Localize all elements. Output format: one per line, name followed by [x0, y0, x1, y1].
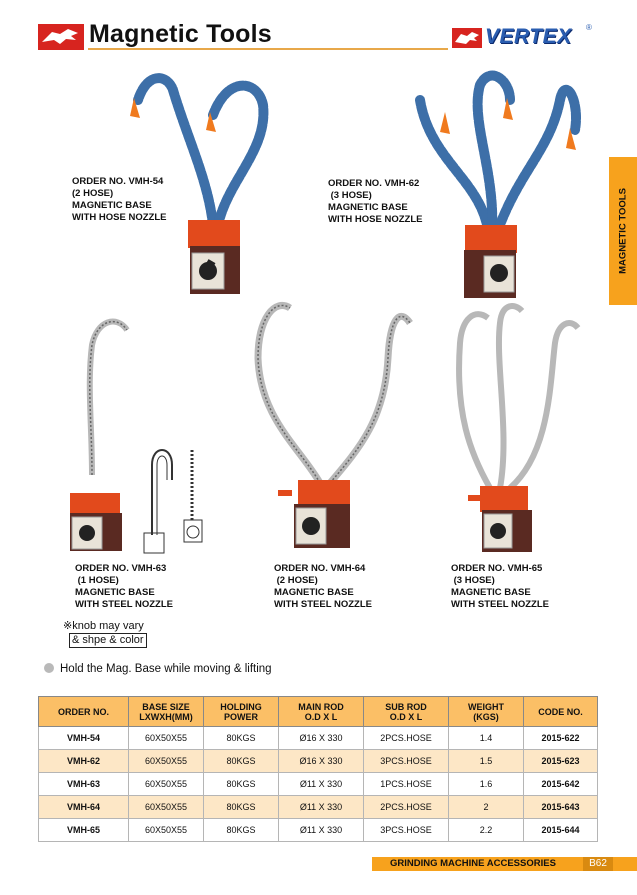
side-tab-label: MAGNETIC TOOLS — [617, 188, 629, 274]
caption-line4: WITH STEEL NOZZLE — [274, 599, 372, 610]
caption-order: ORDER NO. VMH-64 — [274, 563, 366, 574]
cell-holding-power: 80KGS — [204, 750, 279, 773]
hold-instruction-text: Hold the Mag. Base while moving & lifting — [60, 663, 272, 675]
caption-hose: (3 HOSE) — [328, 190, 372, 201]
vmh-63-image — [62, 305, 212, 565]
caption-line4: WITH STEEL NOZZLE — [451, 599, 549, 610]
cell-weight: 1.6 — [449, 773, 524, 796]
caption-line3: MAGNETIC BASE — [328, 202, 408, 213]
caption-vmh-62 — [328, 178, 422, 226]
cell-main-rod: Ø11 X 330 — [279, 773, 364, 796]
cell-base-size: 60X50X55 — [129, 727, 204, 750]
cell-weight: 2.2 — [449, 819, 524, 842]
caption-order: ORDER NO. VMH-62 — [328, 178, 420, 189]
table-row — [39, 727, 598, 750]
cell-order-no: VMH-65 — [39, 819, 129, 842]
vertex-brand-logo — [452, 23, 592, 50]
cell-sub-rod: 1PCS.HOSE — [364, 773, 449, 796]
cell-main-rod: Ø16 X 330 — [279, 727, 364, 750]
cell-base-size: 60X50X55 — [129, 773, 204, 796]
cell-base-size: 60X50X55 — [129, 819, 204, 842]
caption-vmh-63 — [75, 563, 173, 611]
caption-hose: (2 HOSE) — [72, 188, 114, 199]
caption-hose: (3 HOSE) — [451, 575, 495, 586]
cell-weight: 1.4 — [449, 727, 524, 750]
registered-mark: ® — [586, 23, 592, 32]
table-row — [39, 796, 598, 819]
cell-weight: 1.5 — [449, 750, 524, 773]
caption-vmh-64 — [274, 563, 372, 611]
cell-code-no: 2015-622 — [524, 727, 598, 750]
caption-hose: (2 HOSE) — [274, 575, 318, 586]
knob-note-line2: & shpe & color — [69, 633, 147, 648]
caption-vmh-65 — [451, 563, 549, 611]
cell-code-no: 2015-644 — [524, 819, 598, 842]
cell-holding-power: 80KGS — [204, 773, 279, 796]
caption-line3: MAGNETIC BASE — [451, 587, 531, 598]
cell-holding-power: 80KGS — [204, 796, 279, 819]
brand-name: VERTEX — [485, 25, 572, 48]
title-underline — [88, 48, 448, 50]
header-holding-power: HOLDING POWER — [204, 697, 279, 727]
table-header-row — [39, 697, 598, 727]
caption-vmh-54 — [72, 176, 166, 224]
cell-code-no: 2015-642 — [524, 773, 598, 796]
cell-sub-rod: 2PCS.HOSE — [364, 727, 449, 750]
cell-base-size: 60X50X55 — [129, 796, 204, 819]
hold-instruction — [44, 663, 272, 675]
header-sub-rod: SUB ROD O.D X L — [364, 697, 449, 727]
caption-line3: MAGNETIC BASE — [274, 587, 354, 598]
bullet-icon — [44, 663, 54, 673]
header-weight: WEIGHT (KGS) — [449, 697, 524, 727]
cell-code-no: 2015-623 — [524, 750, 598, 773]
eagle-logo — [38, 24, 84, 50]
caption-order: ORDER NO. VMH-63 — [75, 563, 167, 574]
caption-line3: MAGNETIC BASE — [75, 587, 155, 598]
caption-hose: (1 HOSE) — [75, 575, 119, 586]
section-side-tab — [609, 157, 637, 305]
caption-line3: MAGNETIC BASE — [72, 200, 152, 211]
knob-note-line1: ※knob may vary — [63, 620, 144, 632]
cell-sub-rod: 3PCS.HOSE — [364, 819, 449, 842]
footer-section: GRINDING MACHINE ACCESSORIES — [390, 858, 556, 869]
caption-order: ORDER NO. VMH-54 — [72, 176, 164, 187]
brand-eagle-icon — [452, 28, 482, 48]
cell-sub-rod: 2PCS.HOSE — [364, 796, 449, 819]
header-main-rod: MAIN ROD O.D X L — [279, 697, 364, 727]
caption-line4: WITH HOSE NOZZLE — [328, 214, 423, 225]
cell-holding-power: 80KGS — [204, 819, 279, 842]
cell-order-no: VMH-63 — [39, 773, 129, 796]
caption-order: ORDER NO. VMH-65 — [451, 563, 543, 574]
cell-order-no: VMH-62 — [39, 750, 129, 773]
header-code-no: CODE NO. — [524, 697, 598, 727]
cell-order-no: VMH-64 — [39, 796, 129, 819]
cell-code-no: 2015-643 — [524, 796, 598, 819]
table-row — [39, 819, 598, 842]
page-number: B62 — [583, 857, 613, 871]
cell-main-rod: Ø16 X 330 — [279, 750, 364, 773]
cell-base-size: 60X50X55 — [129, 750, 204, 773]
caption-line4: WITH HOSE NOZZLE — [72, 212, 167, 223]
page-title: Magnetic Tools — [89, 20, 272, 48]
table-row — [39, 750, 598, 773]
cell-main-rod: Ø11 X 330 — [279, 819, 364, 842]
knob-note — [63, 620, 147, 648]
caption-line4: WITH STEEL NOZZLE — [75, 599, 173, 610]
cell-sub-rod: 3PCS.HOSE — [364, 750, 449, 773]
footer-bar — [372, 857, 637, 871]
header-base-size: BASE SIZE LXWXH(MM) — [129, 697, 204, 727]
table-row — [39, 773, 598, 796]
header-order-no: ORDER NO. — [39, 697, 129, 727]
cell-weight: 2 — [449, 796, 524, 819]
spec-table — [38, 696, 598, 842]
cell-main-rod: Ø11 X 330 — [279, 796, 364, 819]
vmh-62-image — [410, 60, 590, 305]
cell-order-no: VMH-54 — [39, 727, 129, 750]
vmh-65-image — [450, 303, 590, 558]
vmh-64-image — [250, 298, 420, 553]
cell-holding-power: 80KGS — [204, 727, 279, 750]
